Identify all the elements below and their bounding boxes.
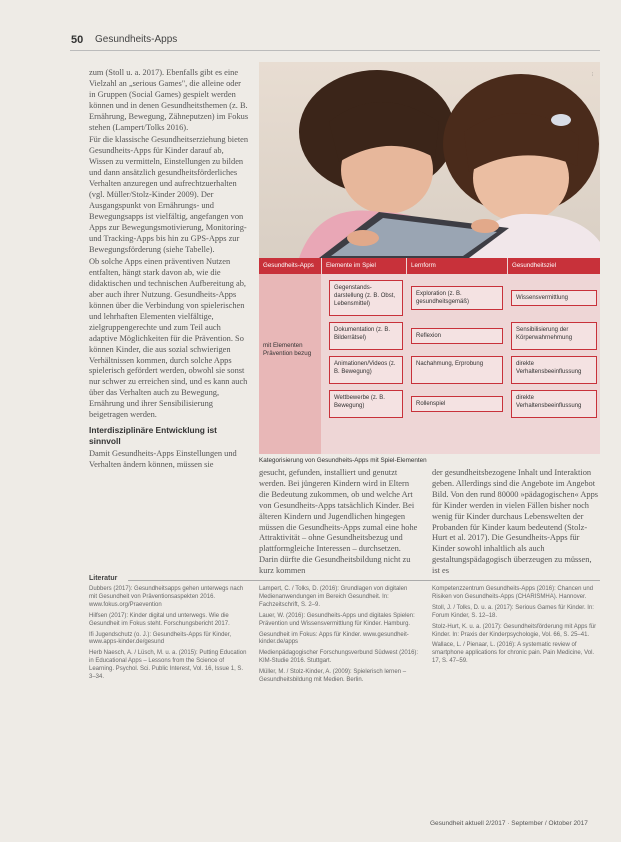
column-3: der gesundheitsbezogene Inhalt und Interaktion geben. Allerdings sind die Angebote im Angebot Bild. Von den rund 80000 »pädagogischen« Apps für Kinder werden in vielen Fällen bisher noch wenig für Kinder durchaus Lebenswelten der Probanden für Kinder kaum bedeutend (Stolz-Hurt et al. 2017). Die Gesundheits-Apps für Kinder sowohl inhaltlich als auch gestaltungspädagogisch überzeugen zu müssen, ist es	[432, 468, 599, 576]
apps-table	[259, 258, 600, 454]
header-rule	[70, 50, 600, 51]
literature-heading: Literatur	[89, 575, 118, 582]
children-tablet-photo	[259, 62, 600, 258]
photo-credit: ...	[590, 72, 596, 77]
row-group-label: mit Elementen Prävention bezug	[263, 342, 312, 357]
reference: Müller, M. / Stolz-Kinder, A. (2009): Spielerisch lernen – Gesundheitsbildung mit Medien. Berlin.	[259, 669, 407, 684]
table-cell-lernform: Rollenspiel	[411, 396, 503, 412]
reference: Lampert, C. / Tolks, D. (2016): Grundlagen von digitalen Medienanwendungen im Bereich Gesundheit. In: Fachzeitschrift, S. 2–9.	[259, 586, 408, 608]
reference: Herb Naesch, A. / Lüsch, M. u. a. (2015): Putting Education in Educational Apps – Lessons from the Science of Learning. Psychol. Sci. Public Interest, Vol. 16, Issue 1, S. 3–34.	[89, 650, 247, 681]
reference: Medienpädagogischer Forschungsverbund Südwest (2016): KIM-Studie 2016. Stuttgart.	[259, 650, 419, 665]
table-caption: Kategorisierung von Gesundheits-Apps mit Spiel-Elementen	[259, 457, 427, 464]
table-header-cell: Elemente im Spiel	[322, 258, 406, 274]
page-footer: Gesundheit aktuell 2/2017 · September / Oktober 2017	[430, 820, 588, 827]
paragraph: Damit Gesundheits-Apps Einstellungen und Verhalten ändern können, müssen sie	[89, 448, 237, 469]
literature-rule	[128, 580, 600, 581]
table-cell-ziel: direkte Verhaltensbeeinflussung	[511, 356, 597, 384]
table-cell-lernform: Reflexion	[411, 328, 503, 344]
paragraph: zum (Stoll u. a. 2017). Ebenfalls gibt es eine Vielzahl an „serious Games", die alleine oder in Gruppen (Social Games) gespielt werden können und in denen Gesundheitsthemen (z. B. Ernährung, Bewegung, Zähneputzen) im Fokus stehen (Lampert/Tolks 2016).	[89, 68, 249, 132]
subheading: Interdisziplinäre Entwicklung ist sinnvoll	[89, 425, 217, 446]
reference: Stoll, J. / Tolks, D. u. a. (2017): Serious Games für Kinder. In: Forum Kinder, S. 12–18.	[432, 604, 594, 619]
reference: Kompetenzzentrum Gesundheits-Apps (2016): Chancen und Risiken von Gesundheits-Apps (CHARISMHA). Hannover.	[432, 586, 594, 600]
literature-column-1	[89, 586, 249, 685]
table-cell-ziel: Wissensvermittlung	[511, 290, 597, 306]
table-header-cell: Lernform	[407, 258, 507, 274]
reference: Lauer, W. (2016): Gesundheits-Apps und digitales Spielen: Prävention und Wissensvermittlung für Kinder. Hamburg.	[259, 612, 415, 627]
table-cell-element: Gegenstands-darstellung (z. B. Obst, Lebensmittel)	[329, 280, 403, 316]
literature-column-3	[432, 586, 600, 669]
section-title: Gesundheits-Apps	[95, 34, 178, 45]
photo-illustration	[259, 62, 600, 258]
reference: Gesundheit im Fokus: Apps für Kinder. www.gesundheit-kinder.de/apps	[259, 631, 409, 646]
column-1	[89, 68, 249, 473]
table-cell-element: Wettbewerbe (z. B. Bewegung)	[329, 390, 403, 418]
reference: Hilfsen (2017): Kinder digital und unterwegs. Wie die Gesundheit im Fokus steht. Forschungsbericht 2017.	[89, 612, 230, 627]
reference: Ifi Jugendschutz (o. J.): Gesundheits-Apps für Kinder, www.apps-kinder.de/gesund	[89, 631, 232, 646]
table-header-cell: Gesundheitsziel	[508, 258, 600, 274]
literature-column-2	[259, 586, 419, 688]
reference: Stolz-Hurt, K. u. a. (2017): Gesundheitsförderung mit Apps für Kinder. In: Praxis der Kinderpsychologie, Vol. 66, S. 25–41.	[432, 623, 597, 638]
paragraph: Ob solche Apps einen präventiven Nutzen entfalten, hängt stark davon ab, wie die didaktischen und technischen Aufbereitung ab, aber auch ihrer Nutzung. Gesundheits-Apps können über die Verbindung von spielerischen und lehrhaften Elementen vielfältige, zielgruppengerechte und zum Teil auch adaptive Möglichkeiten für die Prävention. So können Kinder, die aus sozial schwierigen Verhältnissen kommen, durch solche Apps spielerisch gefördert werden, obwohl sie sonst nur schwer zu erreichen sind, und es kann auch über das Verhalten auch zu Bewegung, Ernährung und ihrer Sensibilisierung beigetragen werden.	[89, 257, 248, 420]
table-cell-ziel: Sensibilisierung der Körperwahrnehmung	[511, 322, 597, 350]
table-cell-lernform: Nachahmung, Erprobung	[411, 356, 503, 384]
table-header-cell: Gesundheits-Apps	[259, 258, 321, 274]
table-cell-element: Animationen/Videos (z. B. Bewegung)	[329, 356, 403, 384]
column-2: gesucht, gefunden, installiert und genutzt werden. Bei jüngeren Kindern wird in Eltern die Bedeutung zukommen, ob und welche Art von Gesundheits-Apps tatsächlich Kinder. Bei älteren Kindern und Jugendlichen hingegen müssen die Gesundheits-Apps zumal eine hohe Attraktivität – ohne Gesundheitsbezug und plattformgleiche Interessen – durchsetzen. Darin dürfte die Gesundheitsbildung nicht zu kurz kommen	[259, 468, 418, 576]
table-cell-ziel: direkte Verhaltensbeeinflussung	[511, 390, 597, 418]
table-cell-element: Dokumentation (z. B. Bilderrätsel)	[329, 322, 403, 350]
paragraph: Für die klassische Gesundheitserziehung bieten Gesundheits-Apps für Kinder darauf ab, Wissen zu vermitteln, Einstellungen zu bilden und dann ansätzlich gesundheitsförderliches Verhalten anzuregen und aufrechtzuerhalten (vgl. Müller/Stolz-Kinder 2009). Der Ausgangspunkt von Ernährungs- und Bewegungsapps ist vielfältig, angefangen von Apps zur Bewegungsmotivierung, Monitoring- und Tracking-Apps bis hin zu GPS-Apps zur Bewegungsförderung (siehe Tabelle).	[89, 135, 249, 254]
row-group-cell	[259, 274, 321, 454]
page-number: 50	[71, 34, 84, 46]
reference: Dubbers (2017): Gesundheitsapps gehen unterwegs nach mit Gesundheit von Präventionsaspekten 2016. www.fokus.org/Praevention	[89, 586, 244, 608]
reference: Wallace, L. / Pienaar, L. (2016): A systematic review of smartphone applications for chronic pain. Pain Medicine, Vol. 17, S. 47–59.	[432, 642, 595, 665]
table-cell-lernform: Exploration (z. B. gesundheitsgemäß)	[411, 286, 503, 310]
